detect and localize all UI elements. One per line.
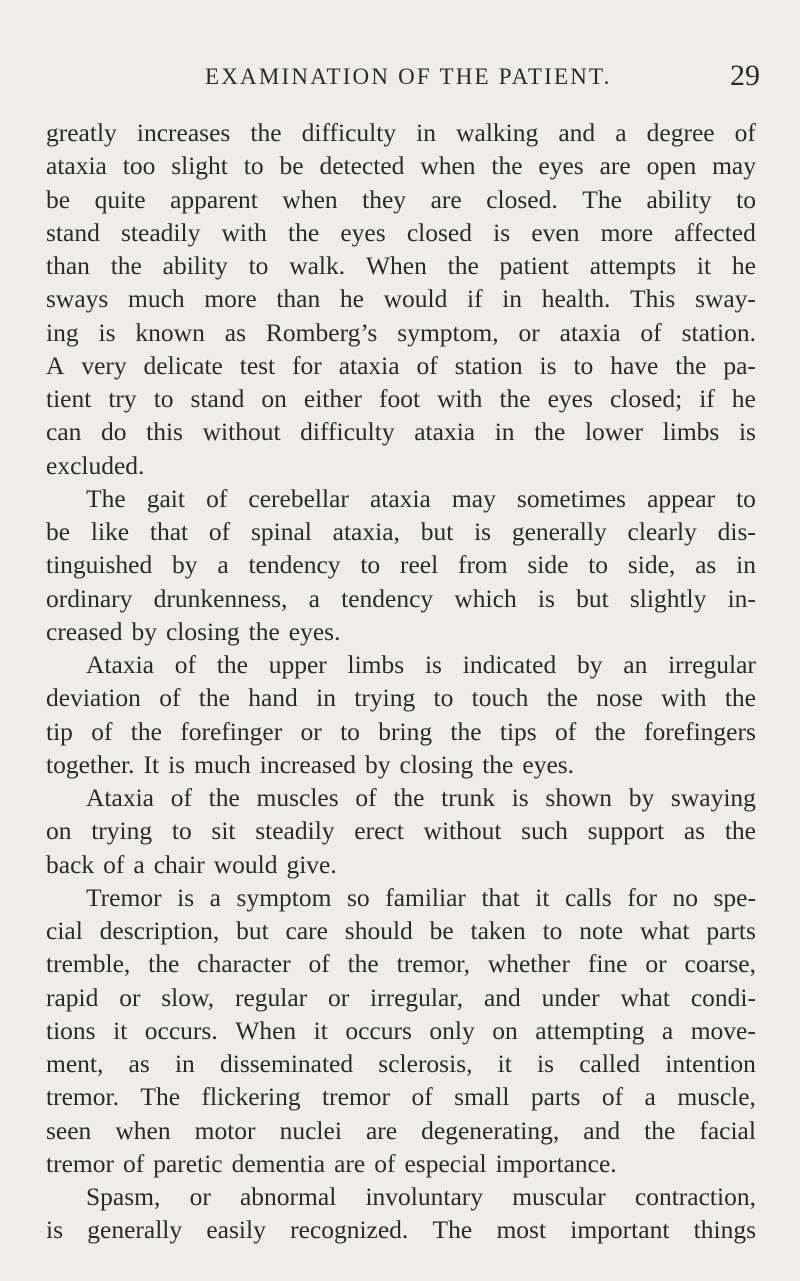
text-line: excluded. xyxy=(46,450,145,480)
text-line: ordinary drunkenness, a tendency which is but slightly in- xyxy=(46,583,756,613)
text-line: ataxia too slight to be detected when the eyes are open may xyxy=(46,151,756,181)
text-line: on trying to sit steadily erect without such support as the xyxy=(46,816,756,846)
text-line: Ataxia of the upper limbs is indicated by an irregular xyxy=(86,650,756,679)
text-line: can do this without difficulty ataxia in the lower limbs is xyxy=(46,417,756,447)
text-line: Ataxia of the muscles of the trunk is shown by swaying xyxy=(86,783,756,812)
text-line: Spasm, or abnormal involuntary muscular contraction, xyxy=(86,1182,756,1211)
text-line: tions it occurs. When it occurs only on attempting a move- xyxy=(46,1015,756,1045)
text-line: rapid or slow, regular or irregular, and under what condi- xyxy=(46,982,756,1012)
text-line: than the ability to walk. When the patient attempts it he xyxy=(46,251,756,280)
text-line: stand steadily with the eyes closed is even more affected xyxy=(46,217,756,247)
text-line: deviation of the hand in trying to touch the nose with the xyxy=(46,683,756,713)
text-line: ing is known as Romberg’s symptom, or ataxia of station. xyxy=(46,317,756,347)
text-line: Tremor is a symptom so familiar that it calls for no spe- xyxy=(86,882,756,912)
text-line: tremor of paretic dementia are of especial importance. xyxy=(46,1148,617,1178)
text-line: be quite apparent when they are closed. The ability to xyxy=(46,184,756,214)
text-line: ment, as in disseminated sclerosis, it is called intention xyxy=(46,1049,756,1078)
text-line: cial description, but care should be taken to note what parts xyxy=(46,916,756,945)
text-line: is generally easily recognized. The most important things xyxy=(46,1215,756,1245)
page-header xyxy=(205,59,760,92)
body-text xyxy=(46,116,756,1247)
text-line: A very delicate test for ataxia of station is to have the pa- xyxy=(46,350,756,380)
text-line: back of a chair would give. xyxy=(46,849,337,879)
running-head: EXAMINATION OF THE PATIENT. xyxy=(205,64,612,89)
text-line: greatly increases the difficulty in walking and a degree of xyxy=(46,118,756,147)
page-number: 29 xyxy=(730,59,760,92)
text-line: tremble, the character of the tremor, whether fine or coarse, xyxy=(46,949,756,979)
text-line: together. It is much increased by closing the eyes. xyxy=(46,749,575,779)
text-line: tremor. The flickering tremor of small parts of a muscle, xyxy=(46,1082,756,1112)
text-line: be like that of spinal ataxia, but is generally clearly dis- xyxy=(46,517,756,546)
text-line: tip of the forefinger or to bring the tips of the forefingers xyxy=(46,716,756,746)
text-line: tient try to stand on either foot with the eyes closed; if he xyxy=(46,384,756,413)
text-line: seen when motor nuclei are degenerating, and the facial xyxy=(46,1115,756,1145)
text-line: tinguished by a tendency to reel from side to side, as in xyxy=(46,550,756,580)
text-line: creased by closing the eyes. xyxy=(46,616,341,646)
text-line: The gait of cerebellar ataxia may sometimes appear to xyxy=(86,483,756,513)
text-line: sways much more than he would if in health. This sway- xyxy=(46,284,756,314)
